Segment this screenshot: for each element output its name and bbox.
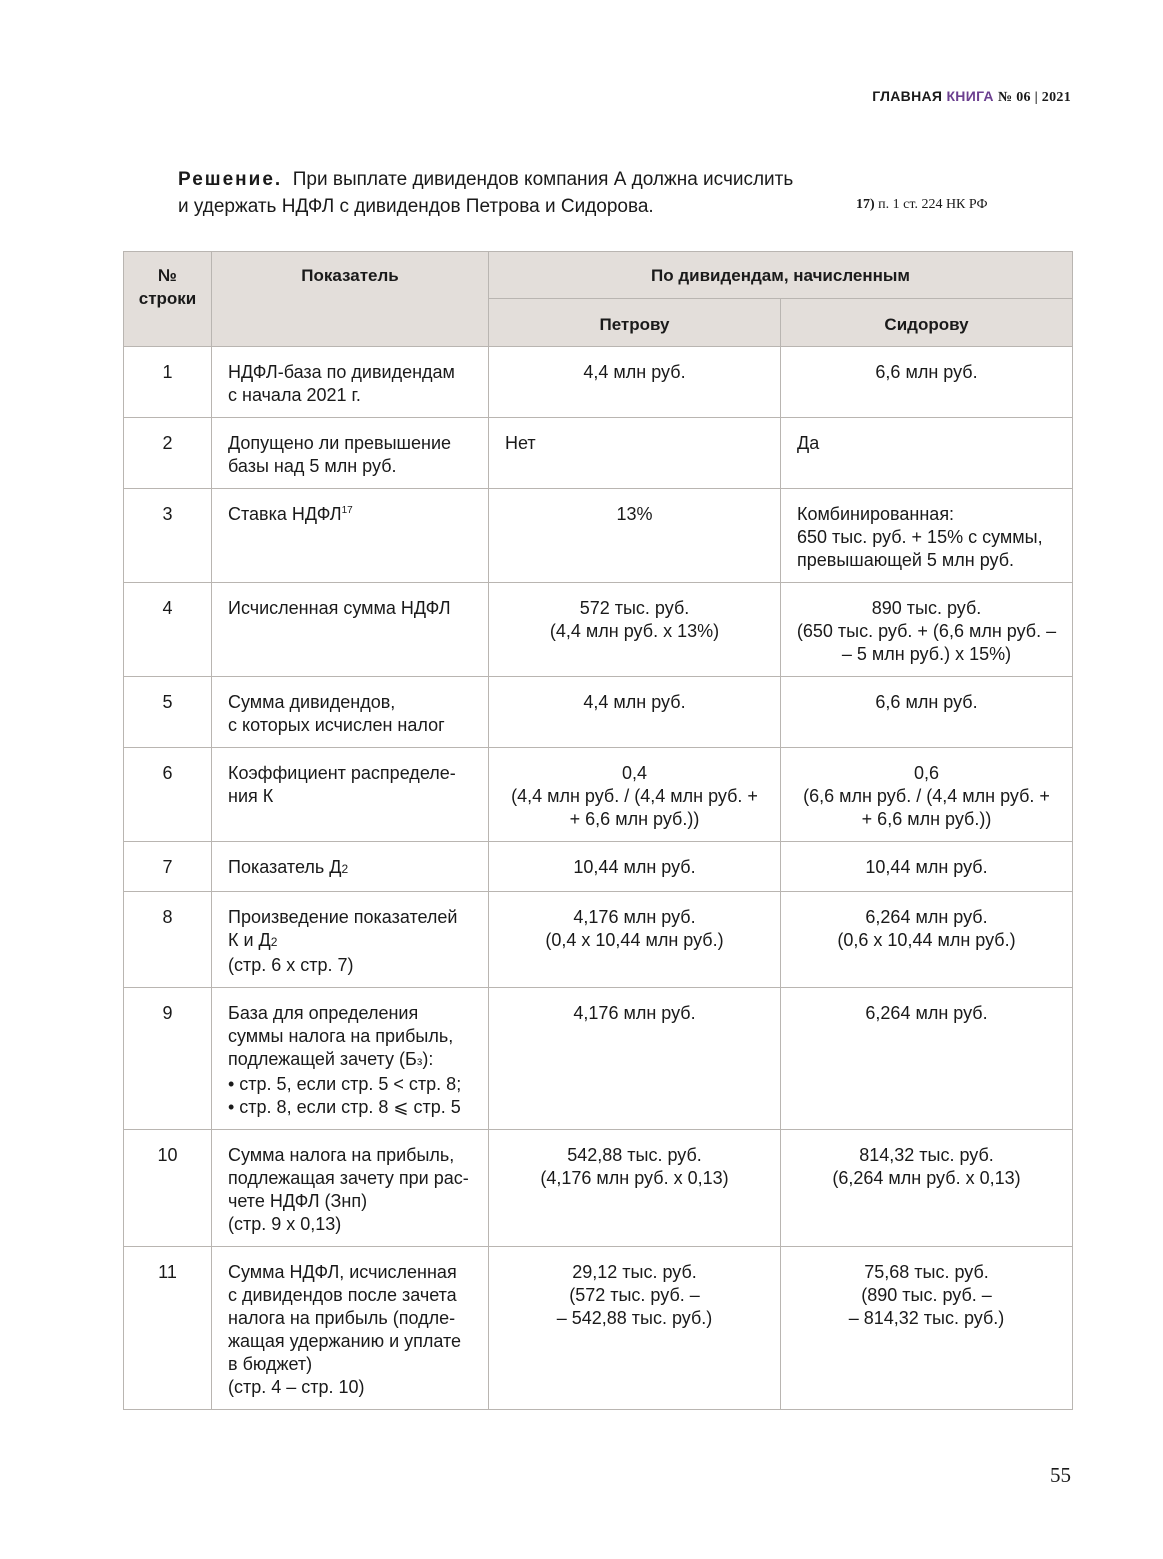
sidorov-value [781, 842, 1073, 892]
petrov-value [489, 1130, 781, 1247]
cell-line: + 6,6 млн руб.)) [861, 809, 992, 829]
cell-text: суммы налога на прибыль, [228, 1026, 454, 1046]
indicator-cell [212, 1130, 489, 1247]
row-number: 1 [124, 347, 212, 418]
petrov-value [489, 583, 781, 677]
sidorov-value [781, 677, 1073, 748]
solution-lead: Решение. [178, 169, 283, 190]
table-body [124, 347, 1073, 1410]
indicator-cell [212, 1247, 489, 1410]
cell-line: в бюджет) [228, 1354, 313, 1374]
cell-line: 10,44 млн руб. [573, 857, 696, 877]
indicator-cell [212, 892, 489, 988]
cell-line: (6,6 млн руб. / (4,4 млн руб. + [803, 786, 1050, 806]
header-dividends-group: По дивидендам, начисленным [489, 252, 1073, 299]
footnote [856, 197, 988, 213]
cell-text: (стр. 6 х стр. 7) [228, 955, 354, 975]
sidorov-value [781, 583, 1073, 677]
indicator-cell [212, 347, 489, 418]
cell-line: подлежащая зачету при рас- [228, 1168, 469, 1188]
sidorov-value [781, 988, 1073, 1130]
cell-line: 13% [616, 504, 653, 524]
cell-line: (0,6 х 10,44 млн руб.) [837, 930, 1016, 950]
cell-line: (890 тыс. руб. – [861, 1285, 992, 1305]
petrov-value [489, 892, 781, 988]
page-number: 55 [1050, 1463, 1071, 1487]
cell-line: 6,264 млн руб. [865, 907, 988, 927]
sidorov-value [781, 489, 1073, 583]
dividend-tax-table [123, 251, 1073, 1410]
indicator-cell [212, 748, 489, 842]
cell-line: (6,264 млн руб. х 0,13) [832, 1168, 1021, 1188]
cell-line: Допущено ли превышение [228, 433, 452, 453]
table-row [124, 842, 1073, 892]
table-row [124, 418, 1073, 489]
table-row [124, 748, 1073, 842]
cell-line: 4,4 млн руб. [583, 362, 686, 382]
header-row-number [124, 252, 212, 347]
row-number: 5 [124, 677, 212, 748]
cell-text: Произведение показателей [228, 907, 458, 927]
cell-text: • стр. 5, если стр. 5 < стр. 8; [228, 1074, 462, 1094]
cell-line: 29,12 тыс. руб. [572, 1262, 697, 1282]
sidorov-value [781, 748, 1073, 842]
header-row-number-word: строки [138, 289, 197, 308]
cell-line: чете НДФЛ (Знп) [228, 1191, 368, 1211]
cell-sub: 2 [270, 935, 278, 949]
petrov-value [489, 748, 781, 842]
row-number: 10 [124, 1130, 212, 1247]
cell-text: • стр. 8, если стр. 8 ⩽ стр. 5 [228, 1097, 461, 1117]
masthead [872, 88, 1071, 106]
indicator-cell [212, 583, 489, 677]
brand-name: ГЛАВНАЯ [872, 88, 943, 104]
cell-line: 6,6 млн руб. [875, 362, 978, 382]
sidorov-value [781, 1130, 1073, 1247]
indicator-cell [212, 418, 489, 489]
table-row [124, 677, 1073, 748]
row-number: 6 [124, 748, 212, 842]
cell-line: + 6,6 млн руб.)) [569, 809, 700, 829]
cell-line: 0,6 [913, 763, 940, 783]
solution-line-1: При выплате дивидендов компания А должна исчислить [292, 169, 794, 190]
issue-number: № 06 | 2021 [998, 90, 1071, 105]
header-row-number-symbol: № [158, 266, 177, 285]
cell-line: жащая удержанию и уплате [228, 1331, 462, 1351]
cell-line: Сумма НДФЛ, исчисленная [228, 1262, 457, 1282]
indicator-cell [212, 489, 489, 583]
row-number: 8 [124, 892, 212, 988]
cell-line: ния К [228, 786, 274, 806]
table-row [124, 347, 1073, 418]
solution-line-2: и удержать НДФЛ с дивидендов Петрова и Сидорова. [178, 196, 654, 217]
cell-line: (стр. 4 – стр. 10) [228, 1377, 365, 1397]
row-number: 7 [124, 842, 212, 892]
cell-line: 10,44 млн руб. [865, 857, 988, 877]
cell-line: НДФЛ-база по дивидендам [228, 362, 455, 382]
table-row [124, 1130, 1073, 1247]
cell-line: 4,176 млн руб. [573, 907, 696, 927]
cell-line: Исчисленная сумма НДФЛ [228, 598, 451, 618]
header-indicator: Показатель [212, 252, 489, 347]
footnote-ref: 17 [341, 505, 353, 516]
cell-line: (572 тыс. руб. – [569, 1285, 700, 1305]
cell-line: налога на прибыль (подле- [228, 1308, 456, 1328]
cell-line: (4,4 млн руб. х 13%) [549, 621, 720, 641]
cell-text: подлежащей зачету (Б [228, 1049, 417, 1069]
cell-text: Показатель Д [228, 857, 342, 877]
cell-line: 572 тыс. руб. [579, 598, 690, 618]
row-number: 9 [124, 988, 212, 1130]
row-number: 3 [124, 489, 212, 583]
cell-sub: з [416, 1054, 423, 1068]
cell-line: (0,4 х 10,44 млн руб.) [545, 930, 724, 950]
cell-line: 6,264 млн руб. [865, 1003, 988, 1023]
cell-line: 814,32 тыс. руб. [859, 1145, 994, 1165]
cell-text: ): [422, 1049, 434, 1069]
cell-line: превышающей 5 млн руб. [797, 550, 1015, 570]
cell-line: 75,68 тыс. руб. [864, 1262, 989, 1282]
table-row [124, 1247, 1073, 1410]
cell-line: 4,4 млн руб. [583, 692, 686, 712]
solution-paragraph [178, 166, 838, 220]
table-row [124, 583, 1073, 677]
brand-name-accent: КНИГА [946, 88, 994, 104]
cell-line: – 814,32 тыс. руб.) [848, 1308, 1005, 1328]
cell-line: Да [797, 433, 820, 453]
sidorov-value [781, 347, 1073, 418]
sidorov-value [781, 892, 1073, 988]
cell-line: с дивидендов после зачета [228, 1285, 457, 1305]
cell-line: 542,88 тыс. руб. [567, 1145, 702, 1165]
cell-line: Нет [505, 433, 536, 453]
table-row [124, 489, 1073, 583]
row-number: 2 [124, 418, 212, 489]
cell-line: Комбинированная: [797, 504, 955, 524]
cell-text: Ставка НДФЛ [228, 504, 342, 524]
cell-text: К и Д [228, 930, 271, 950]
cell-line: (стр. 9 х 0,13) [228, 1214, 342, 1234]
cell-line: 4,176 млн руб. [573, 1003, 696, 1023]
cell-line: 6,6 млн руб. [875, 692, 978, 712]
cell-line: с начала 2021 г. [228, 385, 361, 405]
table-row [124, 988, 1073, 1130]
indicator-cell [212, 842, 489, 892]
cell-line: Коэффициент распределе- [228, 763, 456, 783]
cell-line: – 5 млн руб.) х 15%) [841, 644, 1012, 664]
cell-line: (4,176 млн руб. х 0,13) [540, 1168, 729, 1188]
cell-line: 0,4 [621, 763, 648, 783]
cell-sub: 2 [341, 862, 349, 876]
petrov-value [489, 842, 781, 892]
row-number: 4 [124, 583, 212, 677]
indicator-cell [212, 677, 489, 748]
cell-line: базы над 5 млн руб. [228, 456, 397, 476]
petrov-value [489, 988, 781, 1130]
header-petrov: Петрову [489, 299, 781, 347]
cell-line: (4,4 млн руб. / (4,4 млн руб. + [511, 786, 758, 806]
cell-line: (650 тыс. руб. + (6,6 млн руб. – [796, 621, 1057, 641]
petrov-value [489, 677, 781, 748]
sidorov-value [781, 1247, 1073, 1410]
header-sidorov: Сидорову [781, 299, 1073, 347]
cell-line: с которых исчислен налог [228, 715, 445, 735]
table-row [124, 892, 1073, 988]
row-number: 11 [124, 1247, 212, 1410]
cell-line: Сумма дивидендов, [228, 692, 396, 712]
cell-text: База для определения [228, 1003, 419, 1023]
petrov-value [489, 1247, 781, 1410]
cell-line: Сумма налога на прибыль, [228, 1145, 455, 1165]
indicator-cell [212, 988, 489, 1130]
petrov-value [489, 418, 781, 489]
petrov-value [489, 489, 781, 583]
sidorov-value [781, 418, 1073, 489]
cell-line: 890 тыс. руб. [871, 598, 982, 618]
petrov-value [489, 347, 781, 418]
cell-line: – 542,88 тыс. руб.) [556, 1308, 713, 1328]
footnote-number: 17) [856, 197, 875, 212]
cell-line: 650 тыс. руб. + 15% с суммы, [797, 527, 1043, 547]
footnote-text: п. 1 ст. 224 НК РФ [878, 197, 988, 212]
